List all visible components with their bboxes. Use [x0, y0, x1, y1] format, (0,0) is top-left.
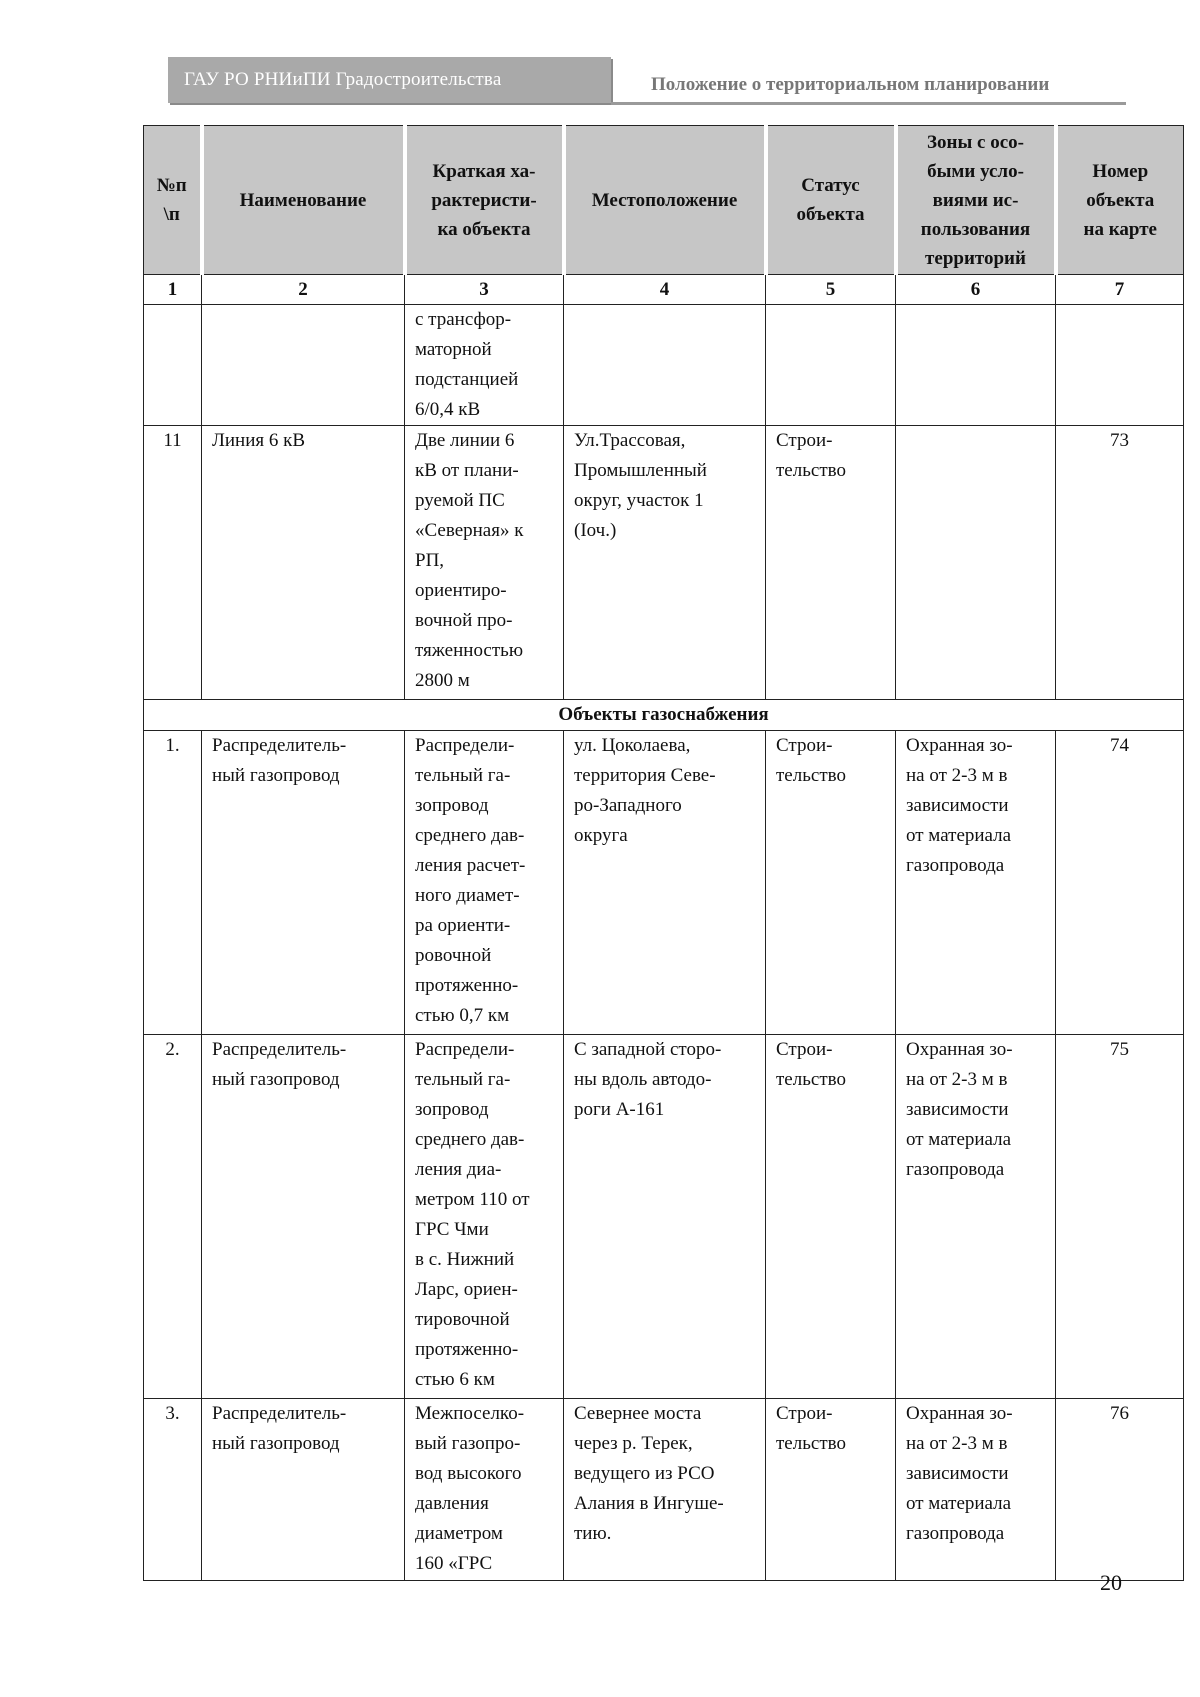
- column-number: 3: [405, 275, 564, 305]
- row-name: [202, 305, 405, 426]
- row-number: 1.: [144, 731, 202, 1035]
- row-description: Межпоселко- вый газопро- вод высокого давления диаметром 160 «ГРС: [405, 1399, 564, 1581]
- row-map-number: 74: [1056, 731, 1184, 1035]
- table-row: [144, 305, 1184, 426]
- row-number: 3.: [144, 1399, 202, 1581]
- row-location: С западной сторо- ны вдоль автодо- роги А-161: [564, 1035, 766, 1399]
- row-status: Строи- тельство: [766, 1035, 896, 1399]
- row-zones: [896, 426, 1056, 700]
- header-col-location: Местоположение: [564, 126, 766, 275]
- row-name: Линия 6 кВ: [202, 426, 405, 700]
- section-title: Объекты газоснабжения: [144, 700, 1184, 731]
- header-org-name: ГАУ РО РНИиПИ Градостроительства: [184, 69, 502, 90]
- column-number: 1: [144, 275, 202, 305]
- row-location: Севернее моста через р. Терек, ведущего из РСО Алания в Ингуше- тию.: [564, 1399, 766, 1581]
- row-name: Распределитель- ный газопровод: [202, 731, 405, 1035]
- row-zones: Охранная зо- на от 2-3 м в зависимости от материала газопровода: [896, 731, 1056, 1035]
- column-number: 7: [1056, 275, 1184, 305]
- table-row: [144, 426, 1184, 700]
- row-number: [144, 305, 202, 426]
- row-map-number: 73: [1056, 426, 1184, 700]
- header-col-zones: Зоны с осо- быми усло- виями ис- пользования территорий: [896, 126, 1056, 275]
- header-col-description: Краткая ха- рактеристи- ка объекта: [405, 126, 564, 275]
- row-map-number: 75: [1056, 1035, 1184, 1399]
- row-description: Распредели- тельный га- зопровод среднего дав- ления диа- метром 110 от ГРС Чми в с. Нижний Ларс, ориен- тировочной протяженно- стью 6 км: [405, 1035, 564, 1399]
- header-org-banner: [168, 57, 611, 103]
- table-row: [144, 1035, 1184, 1399]
- row-status: Строи- тельство: [766, 426, 896, 700]
- row-location: Ул.Трассовая, Промышленный округ, участок 1 (Iоч.): [564, 426, 766, 700]
- row-zones: [896, 305, 1056, 426]
- row-status: [766, 305, 896, 426]
- row-status: Строи- тельство: [766, 1399, 896, 1581]
- column-number: 4: [564, 275, 766, 305]
- objects-table: [143, 125, 1184, 1581]
- row-map-number: [1056, 305, 1184, 426]
- row-zones: Охранная зо- на от 2-3 м в зависимости от материала газопровода: [896, 1035, 1056, 1399]
- column-number: 6: [896, 275, 1056, 305]
- header-doc-title-bar: [611, 66, 1126, 105]
- section-row: [144, 700, 1184, 731]
- row-status: Строи- тельство: [766, 731, 896, 1035]
- header-col-num: №п \п: [144, 126, 202, 275]
- row-map-number: 76: [1056, 1399, 1184, 1581]
- row-location: [564, 305, 766, 426]
- page-number: 20: [1100, 1570, 1122, 1595]
- row-description: Распредели- тельный га- зопровод среднего дав- ления расчет- ного диамет- ра ориенти- ровочной протяженно- стью 0,7 км: [405, 731, 564, 1035]
- table-row: [144, 731, 1184, 1035]
- header-doc-title: Положение о территориальном планировании: [651, 74, 1050, 95]
- header-col-status: Статус объекта: [766, 126, 896, 275]
- row-number: 11: [144, 426, 202, 700]
- column-number: 2: [202, 275, 405, 305]
- row-name: Распределитель- ный газопровод: [202, 1035, 405, 1399]
- row-number: 2.: [144, 1035, 202, 1399]
- row-zones: Охранная зо- на от 2-3 м в зависимости от материала газопровода: [896, 1399, 1056, 1581]
- row-name: Распределитель- ный газопровод: [202, 1399, 405, 1581]
- header-col-map-number: Номер объекта на карте: [1056, 126, 1184, 275]
- table-row: [144, 1399, 1184, 1581]
- column-number-row: [144, 275, 1184, 305]
- row-description: с трансфор- маторной подстанцией 6/0,4 кВ: [405, 305, 564, 426]
- row-location: ул. Цоколаева, территория Севе- ро-Западного округа: [564, 731, 766, 1035]
- row-description: Две линии 6 кВ от плани- руемой ПС «Северная» к РП, ориентиро- вочной про- тяженностью 2800 м: [405, 426, 564, 700]
- column-number: 5: [766, 275, 896, 305]
- table-header-row: [144, 126, 1184, 275]
- header-col-name: Наименование: [202, 126, 405, 275]
